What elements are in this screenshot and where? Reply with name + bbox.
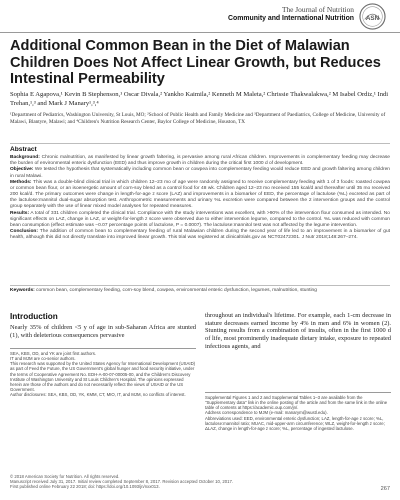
publication-info <box>10 474 310 489</box>
author-list: Sophia E Agapova,¹ Kevin B Stephenson,¹ Oscar Divala,² Yankho Kaimila,² Kenneth M Maleta,² Chrissie Thakwalakwa,² M Isabel Ordiz,¹ Indi Trehan,¹,³ and Mark J Manary¹,³,⁴ <box>10 91 389 107</box>
asn-logo-text: ASN <box>365 14 380 22</box>
abstract-methods: Methods: This was a double-blind clinical trial in which children 12–23 mo of age were randomly assigned to receive complementary feeding with 1 of 3 foods: roasted cowpea or common bean flour, or an isoenergetic amount of corn-soy blend as a control food for 48 wk. Children aged 12–23 mo received 155 kcal/d and thereafter until 35 mo received 200 kcal/d. The primary outcomes were change in length-for-age z score (LAZ) and improvements in a biomarker of EED, the percentage of lactulose (%L) excreted as part of the lactulose:mannitol dual-sugar absorption test. Anthropometric measurements and urinary %L excretion were compared between the 2 intervention groups and the control group separately with the use of linear mixed model analyses for repeated measures. <box>10 179 390 210</box>
header-divider <box>0 32 400 33</box>
keywords: Keywords: common bean, complementary feeding, corn-soy blend, cowpea, environmental enteric dysfunction, legumes, malnutrition, stunting <box>10 288 317 293</box>
abstract-results: Results: A total of 331 children completed the clinical trial. Compliance with the study interventions was excellent, with >90% of the intervention flour consumed as intended. No significant effects on LAZ, change in LAZ, or weight-for-length z score were observed due to either intervention legume, compared to the control. %L was reduced with common bean consumption (effect estimate was −0.07 percentage points of lactulose, P = 0.0007). The lactulose:mannitol test was not affected by the legume intervention. <box>10 210 390 228</box>
footnote-line: Author disclosures: SEA, KBS, OD, YK, KMM, CT, MIO, IT, and MJM, no conflicts of interest. <box>10 392 186 398</box>
journal-name[interactable]: The Journal of Nutrition <box>281 5 354 14</box>
footnote-divider-left <box>10 348 196 349</box>
keywords-divider <box>10 285 390 286</box>
footnote-line: IT and MJM are co-senior authors. <box>10 356 76 362</box>
journal-header <box>228 6 354 22</box>
asn-logo-icon <box>359 3 386 30</box>
abstract-conclusion: Conclusion: The addition of common bean to complementary feeding of rural Malawian children during the second year of life led to an improvement in a biomarker of gut health, although this did not directly translate into improved linear growth. This trial was registered at clinicaltrials.gov as NCT02472301. J Nutr 2018;148:267–274. <box>10 229 390 241</box>
abstract-divider-top <box>10 143 390 144</box>
footnote-divider-right <box>205 392 391 393</box>
body-column-left <box>10 312 196 339</box>
copyright: © 2018 American Society for Nutrition. All rights reserved. <box>10 474 120 479</box>
journal-section: Community and International Nutrition <box>228 14 354 22</box>
abstract-heading: Abstract <box>10 146 37 153</box>
footnote-line: This research was supported by the United States Agency for International Development (USAID) as part of Feed the Future, the US Government's global hunger and food security initiative, under the terms of Cooperative Agreement No. EDH-A-00-07-00005-00, and the Children's Discovery Institute of Washington University and St Louis Children's Hospital. The opinions expressed herein are those of the authors and do not necessarily reflect the views of USAID or the US Government. <box>10 361 196 393</box>
abstract-background: Background: Chronic malnutrition, as manifested by linear growth faltering, is pervasive among rural African children. Improvements in complementary feeding may decrease the burden of environmental enteric dysfunction (EED) and thus improve growth in children during the critical first 1000 d of development. <box>10 155 390 167</box>
abstract-objective: Objective: We tested the hypothesis that systematically including common bean or cowpea into complementary feeding would reduce EED and growth faltering among children in rural Malawi. <box>10 167 390 179</box>
footnote-line: SEA, KBS, OD, and YK are joint first authors. <box>10 351 97 356</box>
footnote-line: Abbreviations used: EED, environmental enteric dysfunction; LAZ, length-for-age z score; %L, lactulose:mannitol ratio; MUAC, mid-upper-arm circumference; WLZ, weight-for-length z score; ΔLAZ, change in length-for-age z score; %L, percentage of ingested lactulose. <box>205 415 385 431</box>
article-title: Additional Common Bean in the Diet of Malawian Children Does Not Affect Linear Growth, but Reduces Intestinal Permeability <box>10 38 381 87</box>
affiliations: ¹Department of Pediatrics, Washington University, St Louis, MO; ²School of Public Health and Family Medicine and ³Department of Paediatrics, College of Medicine, University of Malawi, Blantyre, Malawi; and ⁴Children's Nutrition Research Center, Baylor College of Medicine, Houston, TX <box>10 112 386 125</box>
footnotes-right <box>205 395 391 431</box>
footnote-line: Supplemental Figures 1 and 2 and Supplemental Tables 1–3 are available from the "Supplementary data" link in the online posting of the article and from the same link in the online table of contents at https://academic.oup.com/jn/. <box>205 395 388 411</box>
introduction-text-right: throughout an individual's lifetime. For example, each 1-cm decrease in stature decreases earned income by 4% in men and 6% in women (2). Stunting results from a combination of insults, often in the first 1000 d of life, most prominently inadequate dietary intake, exposure to repeated infectious agents, and <box>205 312 391 350</box>
introduction-text-left: Nearly 35% of children <5 y of age in sub-Saharan Africa are stunted (1), with deleterious consequences pervasive <box>10 324 196 339</box>
manuscript-history: Manuscript received July 31, 2017. Initial review completed September 8, 2017. Revision accepted October 10, 2017. <box>10 479 234 485</box>
abstract-body <box>10 155 390 242</box>
body-column-right <box>205 312 391 351</box>
introduction-heading: Introduction <box>10 312 58 321</box>
publication-doi: First published online February 22 2018; doi: https://doi.org/10.1093/jn/nxx013. <box>10 484 160 490</box>
footnotes-left <box>10 351 196 397</box>
page-number: 267 <box>380 486 390 492</box>
footnote-line: Address correspondence to MJM (e-mail: manarym@wustl.edu). <box>205 410 328 416</box>
